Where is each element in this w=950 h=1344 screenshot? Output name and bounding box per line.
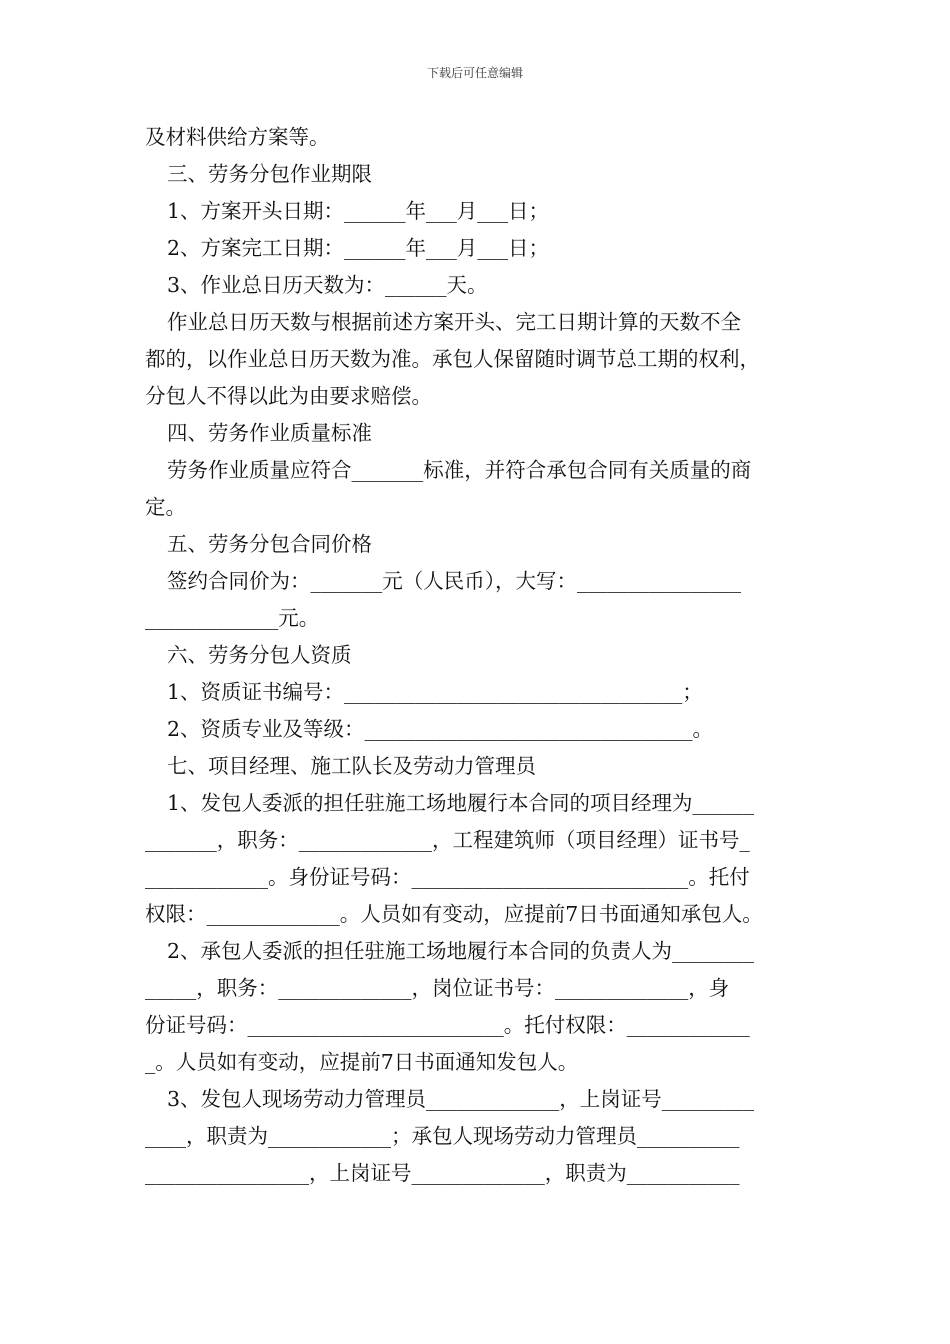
text-line: 签约合同价为：_______元（人民币），大写：________________ — [167, 569, 741, 593]
text-line: 1、发包人委派的担任驻施工场地履行本合同的项目经理为______ — [167, 791, 755, 815]
text-line: 权限：_____________。人员如有变动，应提前7日书面通知承包人。 — [145, 902, 763, 926]
page-header: 下载后可任意编辑 — [426, 66, 523, 80]
text-line: ____________。身份证号码：___________________________。托付 — [145, 865, 750, 889]
text-line: 七、项目经理、施工队长及劳动力管理员 — [167, 754, 536, 778]
text-line: 2、承包人委派的担任驻施工场地履行本合同的负责人为________ — [167, 939, 755, 963]
text-line: 劳务作业质量应符合_______标准，并符合承包合同有关质量的商 — [167, 458, 752, 482]
text-line: ________________，上岗证号_____________，职责为___________ — [145, 1161, 740, 1185]
text-line: ____，职责为____________；承包人现场劳动力管理员__________ — [145, 1124, 740, 1148]
text-line: 3、作业总日历天数为：______天。 — [167, 273, 488, 297]
text-line: _______，职务：_____________，工程建筑师（项目经理）证书号_ — [145, 828, 750, 852]
text-line: 分包人不得以此为由要求赔偿。 — [145, 384, 432, 408]
text-line: _____________元。 — [145, 606, 320, 630]
text-line: 1、资质证书编号：_________________________________； — [167, 680, 703, 704]
text-line: 2、资质专业及等级：________________________________。 — [167, 717, 714, 741]
text-line: 四、劳务作业质量标准 — [167, 421, 372, 445]
text-line: _。人员如有变动，应提前7日书面通知发包人。 — [145, 1050, 579, 1074]
text-line: 份证号码：_________________________。托付权限：____________ — [145, 1013, 750, 1037]
text-line: 2、方案完工日期：______年___月___日； — [167, 236, 550, 260]
text-line: 定。 — [145, 495, 186, 519]
text-line: 1、方案开头日期：______年___月___日； — [167, 199, 550, 223]
text-line: 都的，以作业总日历天数为准。承包人保留随时调节总工期的权利， — [145, 347, 760, 371]
document-body — [145, 119, 810, 1192]
text-line: 3、发包人现场劳动力管理员_____________，上岗证号_________ — [167, 1087, 755, 1111]
text-line: 作业总日历天数与根据前述方案开头、完工日期计算的天数不全 — [167, 310, 741, 334]
text-line: 五、劳务分包合同价格 — [167, 532, 372, 556]
text-line: _____，职务：_____________，岗位证书号：_____________，身 — [145, 976, 730, 1000]
text-line: 三、劳务分包作业期限 — [167, 162, 372, 186]
text-line: 及材料供给方案等。 — [145, 125, 330, 149]
text-line: 六、劳务分包人资质 — [167, 643, 352, 667]
